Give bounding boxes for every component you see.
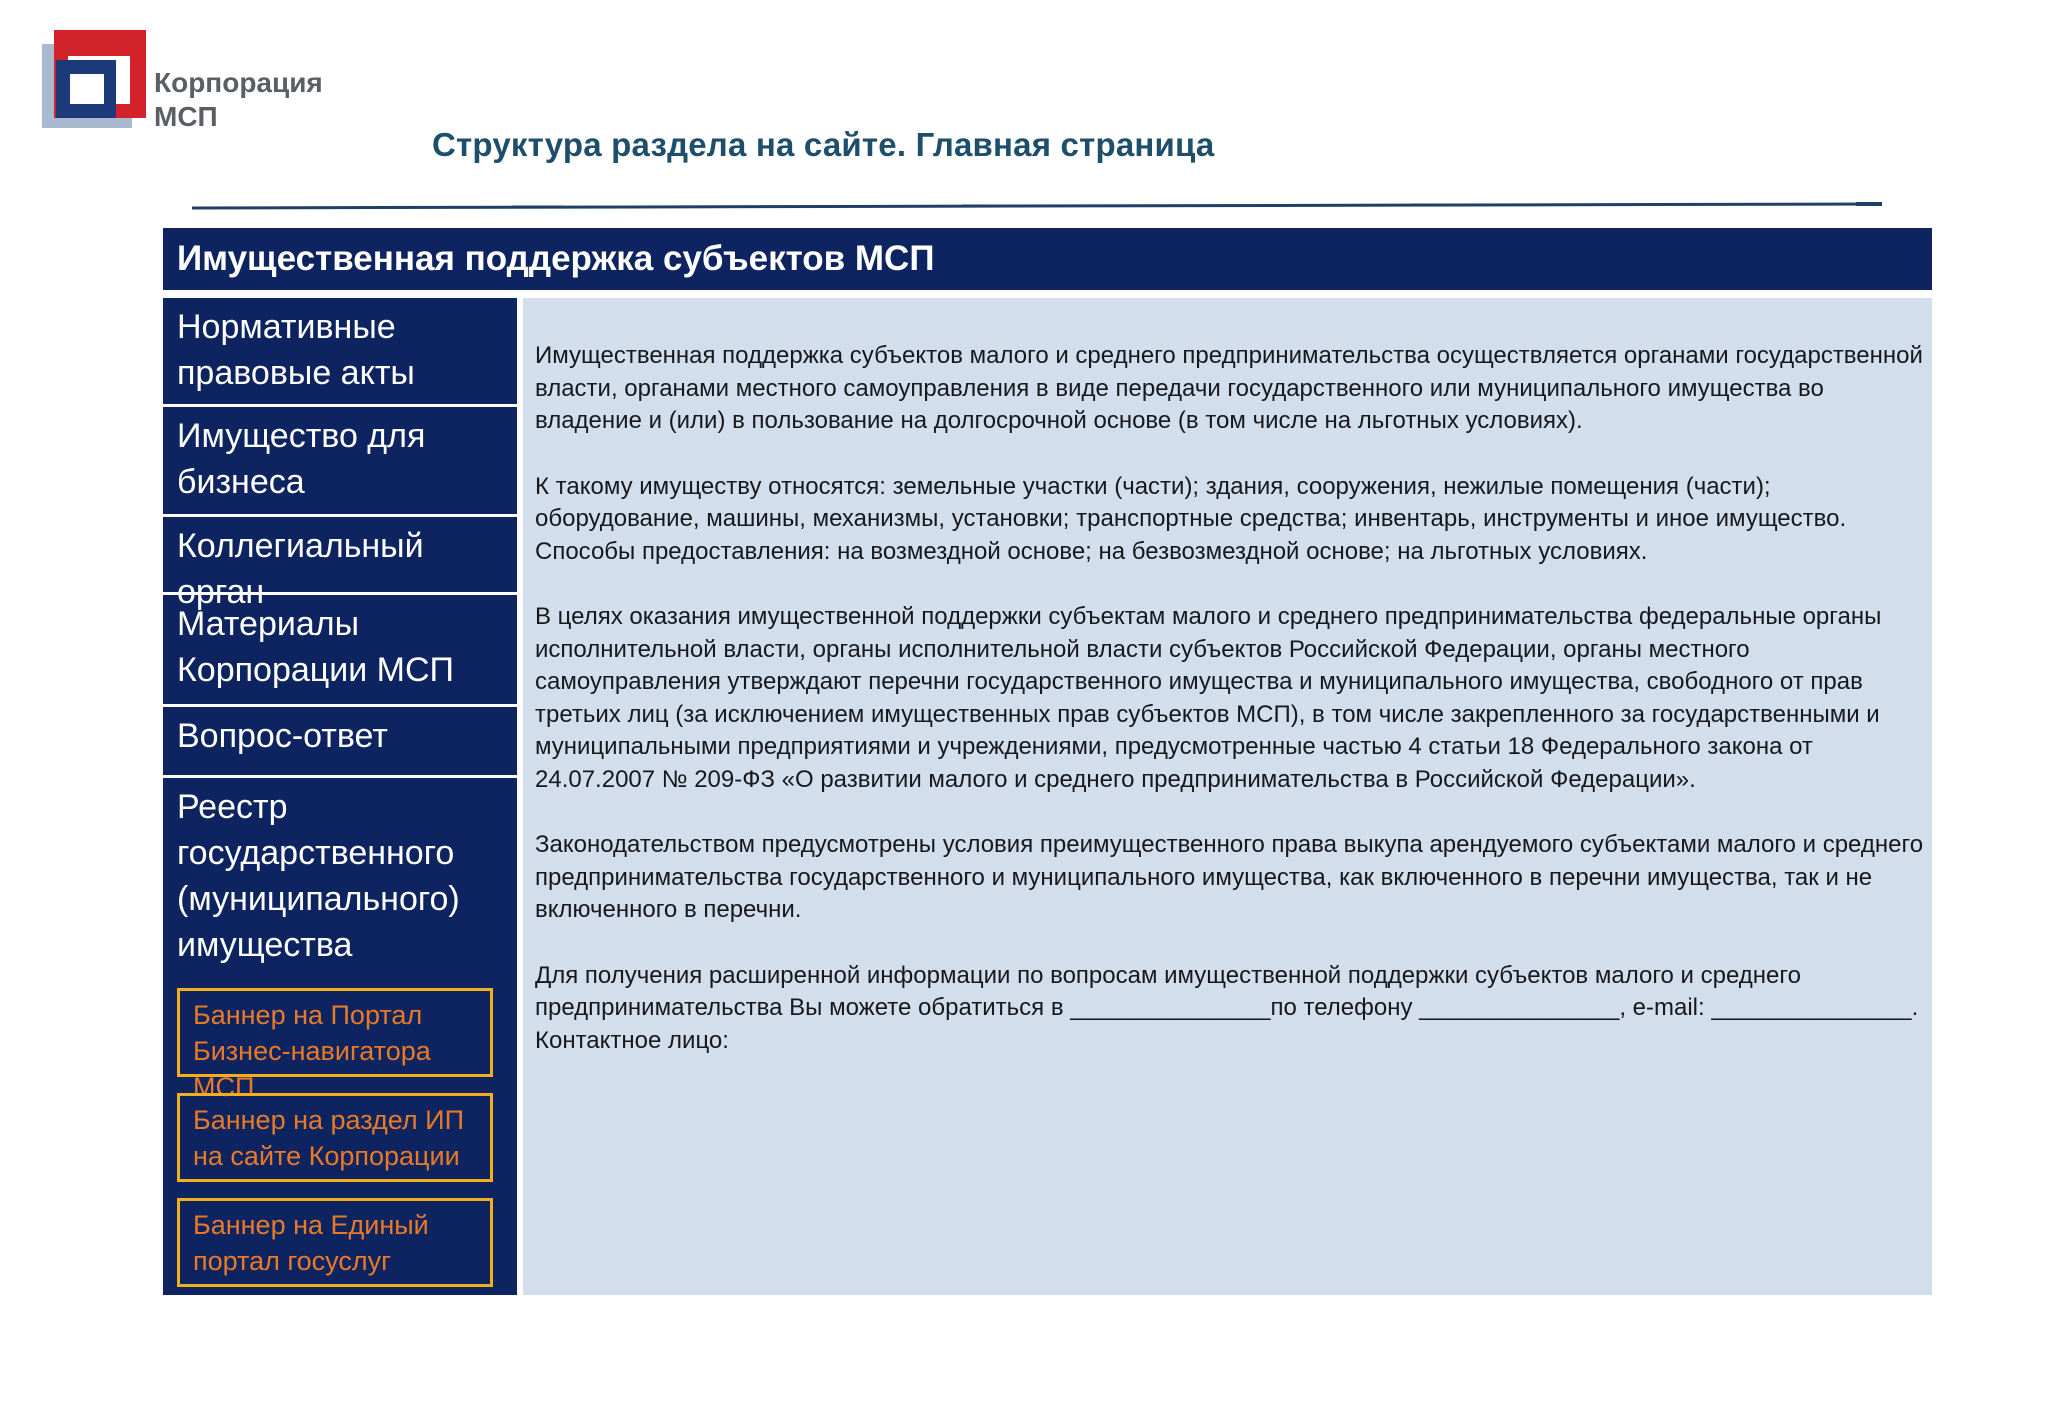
logo-text	[154, 66, 323, 134]
logo-line-1: Корпорация	[154, 67, 323, 98]
paragraph-property-types: К такому имуществу относятся: земельные участки (части); здания, сооружения, нежилые помещения (части); оборудование, машины, механизмы, установки; транспортные средства; инвентарь, инструменты и иное имущество.	[535, 472, 1847, 532]
content-panel	[523, 298, 1932, 1295]
paragraph-lists: В целях оказания имущественной поддержки субъектам малого и среднего предпринимательства федеральные органы исполнительной власти, органы исполнительной власти субъектов Российской Федерации, органы местного самоуправления утверждают перечни государственного имущества и муниципального имущества, свободного от прав третьих лиц (за исключением имущественных прав субъектов МСП), в том числе закрепленного за государственными и муниципальными предприятиями и учреждениями, предусмотренные частью 4 статьи 18 Федерального закона от 24.07.2007 № 209-ФЗ «О развитии малого и среднего предпринимательства в Российской Федерации».	[535, 603, 1882, 793]
sidebar-item-corporation-materials[interactable]: Материалы Корпорации МСП	[163, 595, 517, 707]
paragraph-intro: Имущественная поддержка субъектов малого и среднего предпринимательства осуществляется органами государственной власти, органами местного самоуправления в виде передачи государственного или муниципального имущества во владение и (или) в пользование на долгосрочной основе (в том числе на льготных условиях).	[535, 342, 1923, 434]
corporation-logo[interactable]	[42, 30, 342, 130]
sidebar-item-collegial-body[interactable]: Коллегиальный орган	[163, 517, 517, 595]
banner-gosuslugi[interactable]: Баннер на Единый портал госуслуг	[177, 1198, 493, 1287]
logo-line-2: МСП	[154, 101, 218, 132]
section-header: Имущественная поддержка субъектов МСП	[163, 228, 1932, 290]
paragraph-buyout: Законодательством предусмотрены условия преимущественного права выкупа арендуемого субъектами малого и среднего предпринимательства государственного и муниципального имущества, как включенного в перечни имущества, так и не включенного в перечни.	[535, 831, 1924, 923]
logo-mark-icon	[42, 30, 146, 130]
paragraph-provision-methods: Способы предоставления: на возмездной основе; на безвозмездной основе; на льготных условиях.	[535, 537, 1648, 565]
content-text	[535, 340, 1925, 1090]
sidebar-item-faq[interactable]: Вопрос-ответ	[163, 707, 517, 778]
sidebar-item-property-for-business[interactable]: Имущество для бизнеса	[163, 407, 517, 517]
sidebar-item-property-registry[interactable]: Реестр государственного (муниципального) имущества	[177, 788, 460, 964]
banner-ip-section[interactable]: Баннер на раздел ИП на сайте Корпорации	[177, 1093, 493, 1182]
sidebar-item-normative-acts[interactable]: Нормативные правовые акты	[163, 298, 517, 407]
title-divider	[192, 196, 1882, 212]
sidebar	[163, 298, 517, 1295]
banner-business-navigator[interactable]: Баннер на Портал Бизнес-навигатора МСП	[177, 988, 493, 1077]
paragraph-contacts: Для получения расширенной информации по вопросам имущественной поддержки субъектов малого и среднего предпринимательства Вы можете обратиться в _______________по телефону _______________, e-mail: _______________. Контактное лицо:	[535, 961, 1919, 1054]
page-title: Структура раздела на сайте. Главная страница	[432, 126, 1215, 163]
